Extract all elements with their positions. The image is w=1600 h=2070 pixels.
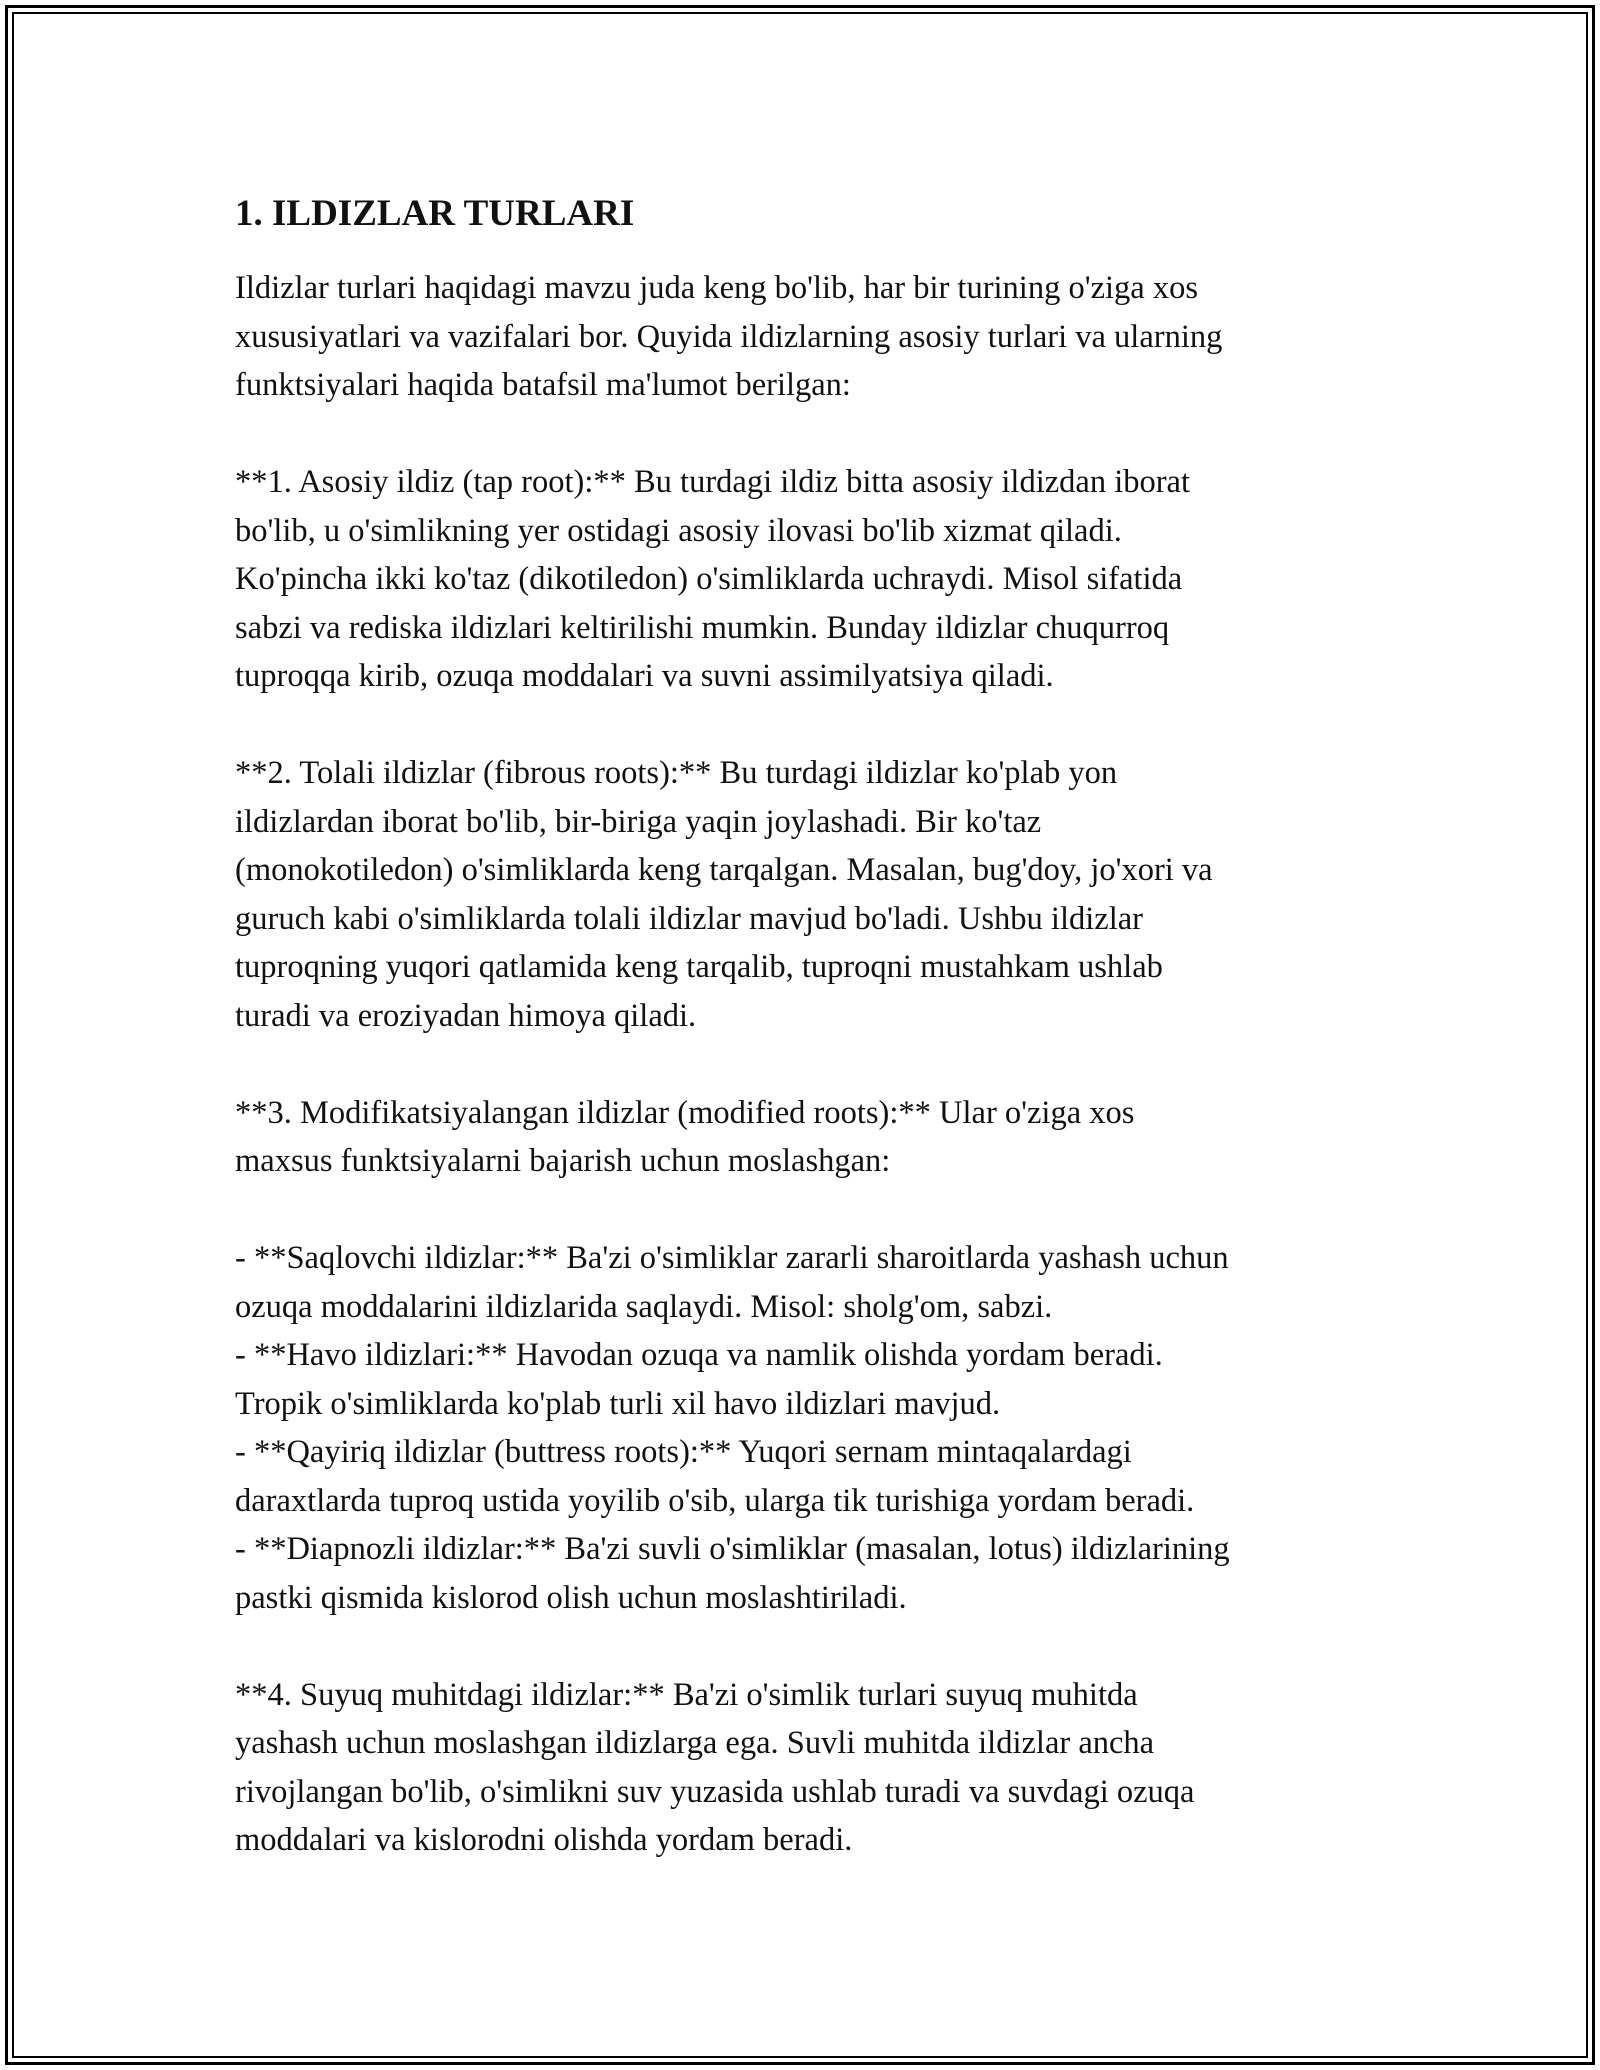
text-line: **4. Suyuq muhitdagi ildizlar:** Ba'zi o'simlik turlari suyuq muhitda <box>235 1676 1138 1713</box>
text-line: tuproqning yuqori qatlamida keng tarqalib, tuproqni mustahkam ushlab <box>235 949 1163 985</box>
text-line: **2. Tolali ildizlar (fibrous roots):** Bu turdagi ildizlar ko'plab yon <box>235 755 1118 791</box>
text-line: turadi va eroziyadan himoya qiladi. <box>235 997 697 1034</box>
paragraph-fibrous-roots <box>235 749 1365 1040</box>
text-line: moddalari va kislorodni olishda yordam beradi. <box>235 1822 853 1858</box>
text-line: ildizlardan iborat bo'lib, bir-biriga yaqin joylashadi. Bir ko'taz <box>235 803 1042 840</box>
list-item-line: - **Saqlovchi ildizlar:** Ba'zi o'simliklar zararli sharoitlarda yashash uchun <box>235 1240 1229 1276</box>
paragraph-modified-roots <box>235 1089 1365 1186</box>
text-line: maxsus funktsiyalarni bajarish uchun moslashgan: <box>235 1143 891 1179</box>
text-line: sabzi va rediska ildizlari keltirilishi mumkin. Bunday ildizlar chuqurroq <box>235 609 1170 646</box>
paragraph-intro <box>235 264 1365 410</box>
text-line: **1. Asosiy ildiz (tap root):** Bu turdagi ildiz bitta asosiy ildizdan iborat <box>235 464 1191 500</box>
document-body <box>235 190 1365 1913</box>
list-item-line: Tropik o'simliklarda ko'plab turli xil havo ildizlari mavjud. <box>235 1385 1001 1422</box>
text-line: tuproqqa kirib, ozuqa moddalari va suvni assimilyatsiya qiladi. <box>235 658 1054 694</box>
list-item-line: daraxtlarda tuproq ustida yoyilib o'sib, ularga tik turishiga yordam beradi. <box>235 1482 1195 1519</box>
list-item-line: - **Diapnozli ildizlar:** Ba'zi suvli o'simliklar (masalan, lotus) ildizlarining <box>235 1531 1230 1567</box>
text-line: Ko'pincha ikki ko'taz (dikotiledon) o'simliklarda uchraydi. Misol sifatida <box>235 561 1183 597</box>
list-item-line: - **Havo ildizlari:** Havodan ozuqa va namlik olishda yordam beradi. <box>235 1337 1163 1373</box>
paragraph-tap-root <box>235 458 1365 701</box>
text-line: yashash uchun moslashgan ildizlarga ega. Suvli muhitda ildizlar ancha <box>235 1725 1155 1761</box>
text-line: Ildizlar turlari haqidagi mavzu juda keng bo'lib, har bir turining o'ziga xos <box>235 270 1198 306</box>
text-line: funktsiyalari haqida batafsil ma'lumot berilgan: <box>235 367 851 403</box>
list-item-line: - **Qayiriq ildizlar (buttress roots):** Yuqori sernam mintaqalardagi <box>235 1434 1132 1470</box>
text-line: guruch kabi o'simliklarda tolali ildizlar mavjud bo'ladi. Ushbu ildizlar <box>235 900 1143 937</box>
text-line: **3. Modifikatsiyalangan ildizlar (modified roots):** Ular o'ziga xos <box>235 1094 1135 1131</box>
page-title: 1. ILDIZLAR TURLARI <box>235 193 635 234</box>
paragraph-aquatic-roots <box>235 1671 1365 1865</box>
text-line: bo'lib, u o'simlikning yer ostidagi asosiy ilovasi bo'lib xizmat qiladi. <box>235 512 1122 549</box>
paragraph-modified-roots-list <box>235 1234 1365 1622</box>
list-item-line: pastki qismida kislorod olish uchun moslashtiriladi. <box>235 1579 907 1616</box>
text-line: (monokotiledon) o'simliklarda keng tarqalgan. Masalan, bug'doy, jo'xori va <box>235 852 1213 888</box>
text-line: xususiyatlari va vazifalari bor. Quyida ildizlarning asosiy turlari va ularning <box>235 318 1223 355</box>
text-line: rivojlangan bo'lib, o'simlikni suv yuzasida ushlab turadi va suvdagi ozuqa <box>235 1773 1195 1810</box>
list-item-line: ozuqa moddalarini ildizlarida saqlaydi. Misol: sholg'om, sabzi. <box>235 1288 1053 1325</box>
